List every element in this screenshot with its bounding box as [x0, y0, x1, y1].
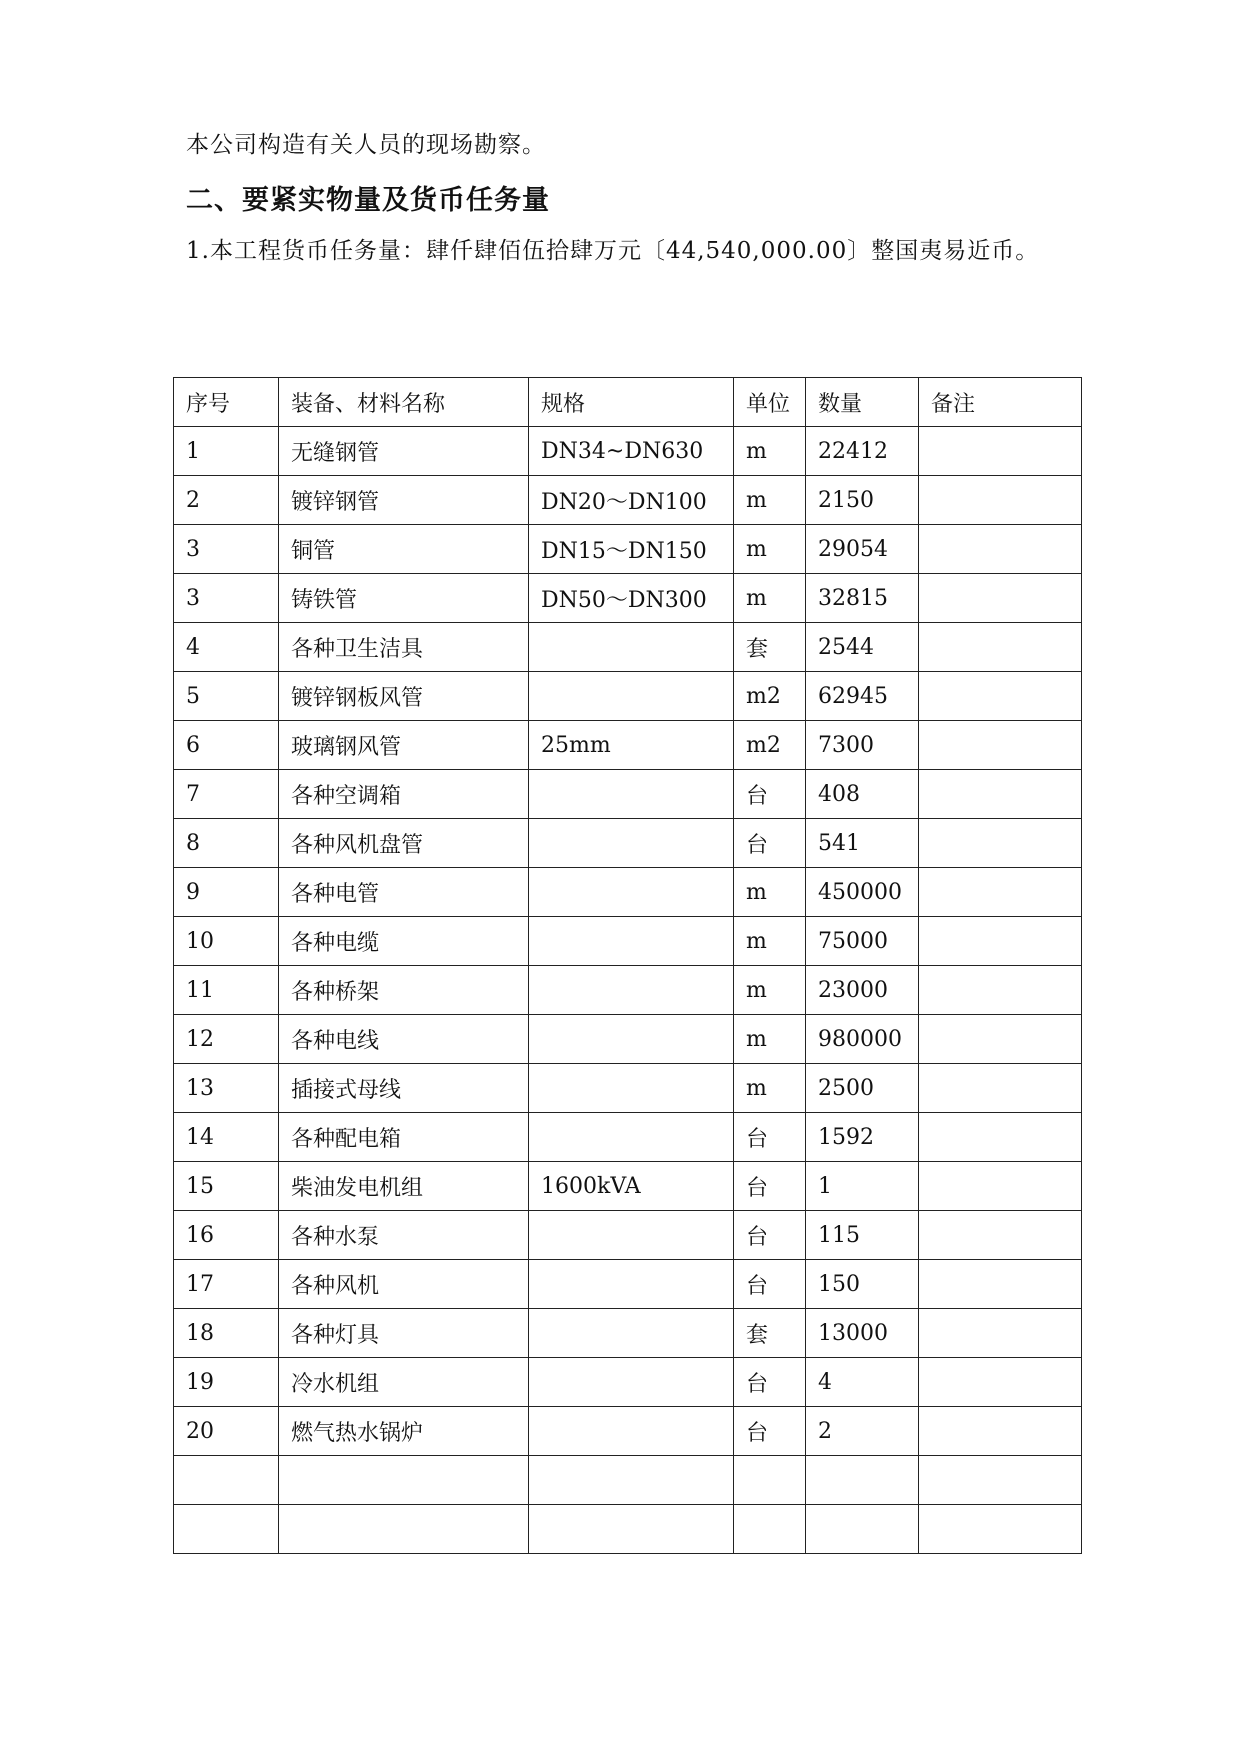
- cell-remark: [919, 1260, 1082, 1309]
- cell-remark: [919, 1456, 1082, 1505]
- cell-spec: [529, 770, 734, 819]
- table-row: [174, 476, 1082, 525]
- cell-quantity: 22412: [806, 427, 919, 476]
- cell-name: 玻璃钢风管: [279, 721, 529, 770]
- cell-index: 13: [174, 1064, 279, 1113]
- cell-index: 15: [174, 1162, 279, 1211]
- cell-spec: [529, 1505, 734, 1554]
- cell-remark: [919, 770, 1082, 819]
- cell-quantity: 2: [806, 1407, 919, 1456]
- cell-index: 18: [174, 1309, 279, 1358]
- table-row: [174, 1162, 1082, 1211]
- table-header-row: [174, 378, 1082, 427]
- cell-remark: [919, 427, 1082, 476]
- cell-name: 铜管: [279, 525, 529, 574]
- cell-remark: [919, 574, 1082, 623]
- cell-spec: [529, 917, 734, 966]
- cell-spec: DN34~DN630: [529, 427, 734, 476]
- cell-quantity: 13000: [806, 1309, 919, 1358]
- cell-unit: m2: [734, 721, 806, 770]
- cell-remark: [919, 672, 1082, 721]
- header-cell-unit: 单位: [734, 378, 806, 427]
- cell-unit: m: [734, 525, 806, 574]
- cell-index: 20: [174, 1407, 279, 1456]
- cell-unit: m2: [734, 672, 806, 721]
- cell-unit: 套: [734, 1309, 806, 1358]
- cell-index: 10: [174, 917, 279, 966]
- cell-spec: [529, 1456, 734, 1505]
- money-amount-text: 1.本工程货币任务量：肆仟肆佰伍拾肆万元〔44,540,000.00〕整国夷易近币。: [186, 238, 1040, 264]
- materials-table: [173, 377, 1082, 1554]
- cell-remark: [919, 525, 1082, 574]
- cell-name: 镀锌钢管: [279, 476, 529, 525]
- table-row: [174, 1505, 1082, 1554]
- cell-name: 无缝钢管: [279, 427, 529, 476]
- cell-name: 各种配电箱: [279, 1113, 529, 1162]
- table-row: [174, 1015, 1082, 1064]
- cell-remark: [919, 868, 1082, 917]
- cell-unit: 台: [734, 1162, 806, 1211]
- table-row: [174, 525, 1082, 574]
- cell-unit: 台: [734, 1358, 806, 1407]
- header-cell-spec: 规格: [529, 378, 734, 427]
- cell-index: 4: [174, 623, 279, 672]
- cell-name: 燃气热水锅炉: [279, 1407, 529, 1456]
- cell-quantity: 150: [806, 1260, 919, 1309]
- cell-index: 19: [174, 1358, 279, 1407]
- cell-index: [174, 1456, 279, 1505]
- cell-index: 12: [174, 1015, 279, 1064]
- cell-spec: [529, 819, 734, 868]
- cell-remark: [919, 1211, 1082, 1260]
- header-cell-quantity: 数量: [806, 378, 919, 427]
- cell-index: 8: [174, 819, 279, 868]
- intro-text: 本公司构造有关人员的现场勘察。: [186, 132, 546, 158]
- cell-unit: 台: [734, 770, 806, 819]
- cell-name: [279, 1505, 529, 1554]
- cell-name: 各种电缆: [279, 917, 529, 966]
- cell-quantity: 62945: [806, 672, 919, 721]
- cell-unit: 台: [734, 1113, 806, 1162]
- cell-remark: [919, 1309, 1082, 1358]
- table-row: [174, 1456, 1082, 1505]
- cell-remark: [919, 1505, 1082, 1554]
- cell-unit: 台: [734, 1407, 806, 1456]
- cell-remark: [919, 623, 1082, 672]
- cell-index: 14: [174, 1113, 279, 1162]
- cell-quantity: 7300: [806, 721, 919, 770]
- cell-index: 9: [174, 868, 279, 917]
- cell-spec: [529, 1015, 734, 1064]
- cell-index: 3: [174, 525, 279, 574]
- table-row: [174, 819, 1082, 868]
- cell-spec: [529, 1407, 734, 1456]
- cell-name: 各种水泵: [279, 1211, 529, 1260]
- cell-remark: [919, 476, 1082, 525]
- cell-remark: [919, 1113, 1082, 1162]
- cell-quantity: [806, 1456, 919, 1505]
- cell-unit: 台: [734, 1260, 806, 1309]
- cell-index: 6: [174, 721, 279, 770]
- cell-spec: DN50～DN300: [529, 574, 734, 623]
- table-row: [174, 1309, 1082, 1358]
- cell-remark: [919, 1407, 1082, 1456]
- table-row: [174, 1260, 1082, 1309]
- cell-quantity: 2500: [806, 1064, 919, 1113]
- table-row: [174, 966, 1082, 1015]
- cell-remark: [919, 721, 1082, 770]
- table-row: [174, 672, 1082, 721]
- header-cell-name: 装备、材料名称: [279, 378, 529, 427]
- table-row: [174, 1358, 1082, 1407]
- cell-spec: DN20～DN100: [529, 476, 734, 525]
- cell-name: 冷水机组: [279, 1358, 529, 1407]
- cell-quantity: 23000: [806, 966, 919, 1015]
- cell-index: 11: [174, 966, 279, 1015]
- cell-quantity: 115: [806, 1211, 919, 1260]
- cell-quantity: 541: [806, 819, 919, 868]
- cell-index: 7: [174, 770, 279, 819]
- cell-name: 插接式母线: [279, 1064, 529, 1113]
- cell-spec: [529, 623, 734, 672]
- table-row: [174, 917, 1082, 966]
- cell-remark: [919, 1015, 1082, 1064]
- cell-quantity: 450000: [806, 868, 919, 917]
- table-row: [174, 427, 1082, 476]
- cell-unit: [734, 1456, 806, 1505]
- cell-unit: m: [734, 917, 806, 966]
- cell-index: 3: [174, 574, 279, 623]
- table-row: [174, 868, 1082, 917]
- cell-unit: m: [734, 966, 806, 1015]
- cell-spec: 25mm: [529, 721, 734, 770]
- cell-quantity: 980000: [806, 1015, 919, 1064]
- cell-name: 各种电管: [279, 868, 529, 917]
- cell-unit: m: [734, 868, 806, 917]
- cell-index: 17: [174, 1260, 279, 1309]
- section-heading: 二、要紧实物量及货币任务量: [186, 185, 550, 216]
- cell-name: 各种灯具: [279, 1309, 529, 1358]
- cell-index: 16: [174, 1211, 279, 1260]
- cell-index: 2: [174, 476, 279, 525]
- cell-spec: [529, 868, 734, 917]
- cell-quantity: 4: [806, 1358, 919, 1407]
- cell-unit: m: [734, 574, 806, 623]
- table-row: [174, 1211, 1082, 1260]
- cell-unit: m: [734, 1064, 806, 1113]
- cell-quantity: 29054: [806, 525, 919, 574]
- cell-unit: 套: [734, 623, 806, 672]
- cell-unit: m: [734, 1015, 806, 1064]
- cell-quantity: 408: [806, 770, 919, 819]
- cell-spec: [529, 1211, 734, 1260]
- cell-remark: [919, 917, 1082, 966]
- cell-quantity: 1592: [806, 1113, 919, 1162]
- table-row: [174, 623, 1082, 672]
- cell-remark: [919, 966, 1082, 1015]
- cell-spec: [529, 1260, 734, 1309]
- cell-quantity: 2150: [806, 476, 919, 525]
- cell-unit: [734, 1505, 806, 1554]
- cell-name: 各种电线: [279, 1015, 529, 1064]
- header-cell-remark: 备注: [919, 378, 1082, 427]
- cell-spec: [529, 1113, 734, 1162]
- cell-remark: [919, 1358, 1082, 1407]
- cell-remark: [919, 819, 1082, 868]
- header-cell-index: 序号: [174, 378, 279, 427]
- cell-spec: [529, 1064, 734, 1113]
- cell-name: 各种桥架: [279, 966, 529, 1015]
- cell-index: 5: [174, 672, 279, 721]
- cell-name: 柴油发电机组: [279, 1162, 529, 1211]
- cell-name: 铸铁管: [279, 574, 529, 623]
- cell-quantity: [806, 1505, 919, 1554]
- table-row: [174, 1407, 1082, 1456]
- cell-unit: m: [734, 476, 806, 525]
- cell-spec: 1600kVA: [529, 1162, 734, 1211]
- cell-unit: 台: [734, 819, 806, 868]
- table-row: [174, 1113, 1082, 1162]
- cell-name: 各种风机盘管: [279, 819, 529, 868]
- cell-name: 各种卫生洁具: [279, 623, 529, 672]
- cell-quantity: 75000: [806, 917, 919, 966]
- cell-remark: [919, 1064, 1082, 1113]
- cell-spec: [529, 1309, 734, 1358]
- table-row: [174, 770, 1082, 819]
- table-row: [174, 721, 1082, 770]
- table-row: [174, 1064, 1082, 1113]
- cell-remark: [919, 1162, 1082, 1211]
- cell-index: 1: [174, 427, 279, 476]
- cell-name: 各种风机: [279, 1260, 529, 1309]
- cell-spec: DN15～DN150: [529, 525, 734, 574]
- cell-quantity: 2544: [806, 623, 919, 672]
- cell-name: 镀锌钢板风管: [279, 672, 529, 721]
- cell-unit: 台: [734, 1211, 806, 1260]
- cell-name: [279, 1456, 529, 1505]
- cell-spec: [529, 1358, 734, 1407]
- cell-quantity: 1: [806, 1162, 919, 1211]
- table-row: [174, 574, 1082, 623]
- cell-name: 各种空调箱: [279, 770, 529, 819]
- cell-unit: m: [734, 427, 806, 476]
- cell-quantity: 32815: [806, 574, 919, 623]
- cell-spec: [529, 672, 734, 721]
- cell-index: [174, 1505, 279, 1554]
- cell-spec: [529, 966, 734, 1015]
